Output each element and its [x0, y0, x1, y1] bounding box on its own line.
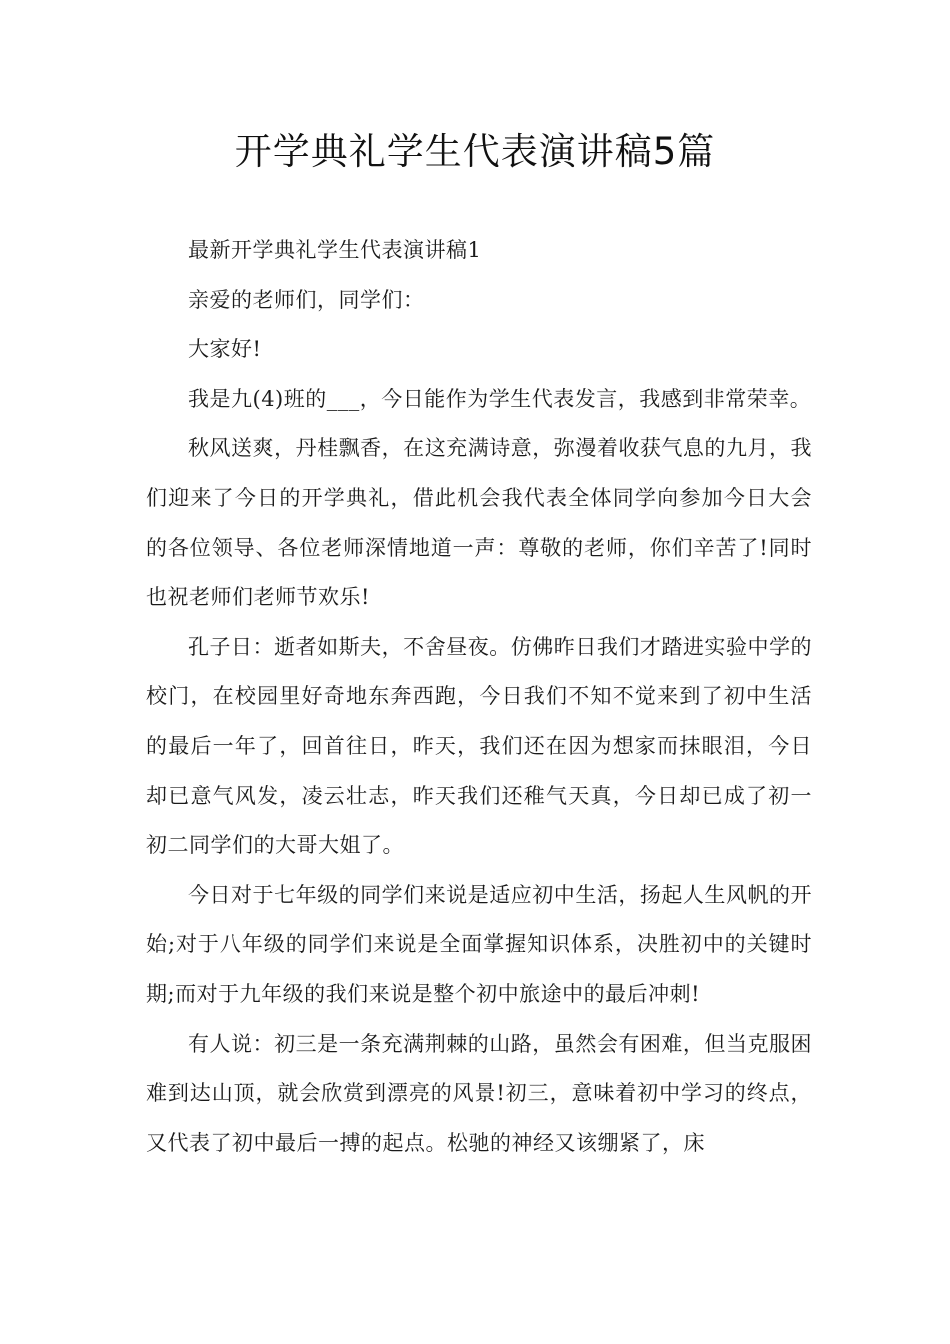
paragraph: 我是九(4)班的___，今日能作为学生代表发言，我感到非常荣幸。	[188, 386, 812, 411]
document-body	[146, 226, 812, 1168]
paragraph: 孔子日：逝者如斯夫，不舍昼夜。仿佛昨日我们才踏进实验中学的校门，在校园里好奇地东奔西跑，今日我们不知不觉来到了初中生活的最后一年了，回首往日，昨天，我们还在因为想家而抹眼泪，今日却已意气风发，凌云壮志，昨天我们还稚气天真，今日却已成了初一初二同学们的大哥大姐了。	[146, 634, 812, 858]
paragraph-subtitle: 最新开学典礼学生代表演讲稿1	[188, 238, 482, 262]
document-title: 开学典礼学生代表演讲稿5篇	[234, 130, 716, 173]
paragraph: 有人说：初三是一条充满荆棘的山路，虽然会有困难，但当克服困难到达山顶，就会欣赏到漂亮的风景!初三，意味着初中学习的终点，又代表了初中最后一搏的起点。松驰的神经又该绷紧了，床	[146, 1031, 812, 1155]
paragraph: 今日对于七年级的同学们来说是适应初中生活，扬起人生风帆的开始;对于八年级的同学们来说是全面掌握知识体系，决胜初中的关键时期;而对于九年级的我们来说是整个初中旅途中的最后冲刺!	[146, 882, 812, 1006]
paragraph-salutation: 亲爱的老师们，同学们：	[188, 287, 425, 312]
paragraph: 秋风送爽，丹桂飘香，在这充满诗意，弥漫着收获气息的九月，我们迎来了今日的开学典礼，借此机会我代表全体同学向参加今日大会的各位领导、各位老师深情地道一声：尊敬的老师，你们辛苦了!同时也祝老师们老师节欢乐!	[146, 436, 812, 610]
paragraph-greeting: 大家好!	[188, 337, 262, 362]
